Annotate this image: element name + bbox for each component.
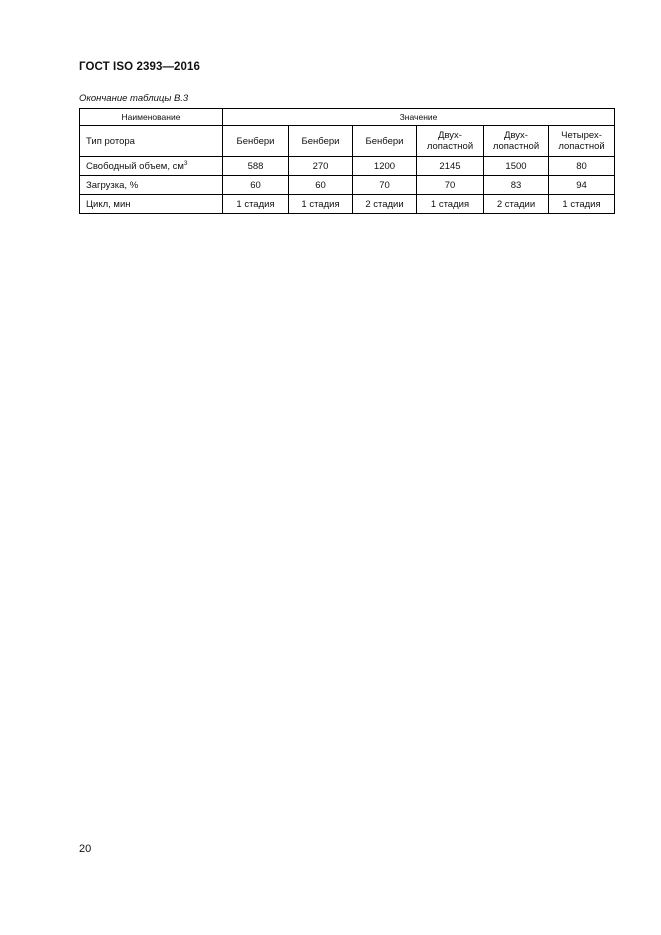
table-cell: 83 [484,176,549,195]
table-cell: 1 стадия [289,195,353,214]
row-label-text: Свободный объем, см [86,160,184,172]
table-cell [417,126,484,157]
table-cell: Бенбери [289,126,353,157]
table-caption: Окончание таблицы В.3 [79,93,189,104]
table-cell: Бенбери [223,126,289,157]
row-label [80,157,223,176]
cell-line: лопастной [426,141,474,152]
table-row [80,157,615,176]
table-cell [549,126,615,157]
table-cell: 1 стадия [417,195,484,214]
specification-table [79,108,615,214]
table-cell: 2 стадии [484,195,549,214]
table-cell: 2 стадии [353,195,417,214]
table-cell: 1500 [484,157,549,176]
table-row [80,195,615,214]
table-cell: 588 [223,157,289,176]
header-value-cell: Значение [223,109,615,126]
table-cell: 70 [353,176,417,195]
table-cell: 2145 [417,157,484,176]
cell-line: Двух- [438,130,462,141]
table-cell: Бенбери [353,126,417,157]
table-row [80,126,615,157]
table-cell: 80 [549,157,615,176]
header-name-cell: Наименование [80,109,223,126]
table-cell [484,126,549,157]
table-cell: 1 стадия [223,195,289,214]
cell-line: лопастной [558,141,605,152]
table-cell: 60 [289,176,353,195]
table-cell: 94 [549,176,615,195]
cell-line: лопастной [492,141,540,152]
table-cell: 1 стадия [549,195,615,214]
table-header-row [80,109,615,126]
row-label: Тип ротора [80,126,223,157]
row-label: Загрузка, % [80,176,223,195]
table-row [80,176,615,195]
table-cell: 1200 [353,157,417,176]
page-number: 20 [79,843,92,855]
table-cell: 70 [417,176,484,195]
superscript: 3 [183,159,188,167]
table-cell: 270 [289,157,353,176]
table-cell: 60 [223,176,289,195]
cell-line: Двух- [504,130,528,141]
cell-line: Четырех- [561,130,602,141]
row-label: Цикл, мин [80,195,223,214]
document-header: ГОСТ ISO 2393—2016 [79,61,201,73]
